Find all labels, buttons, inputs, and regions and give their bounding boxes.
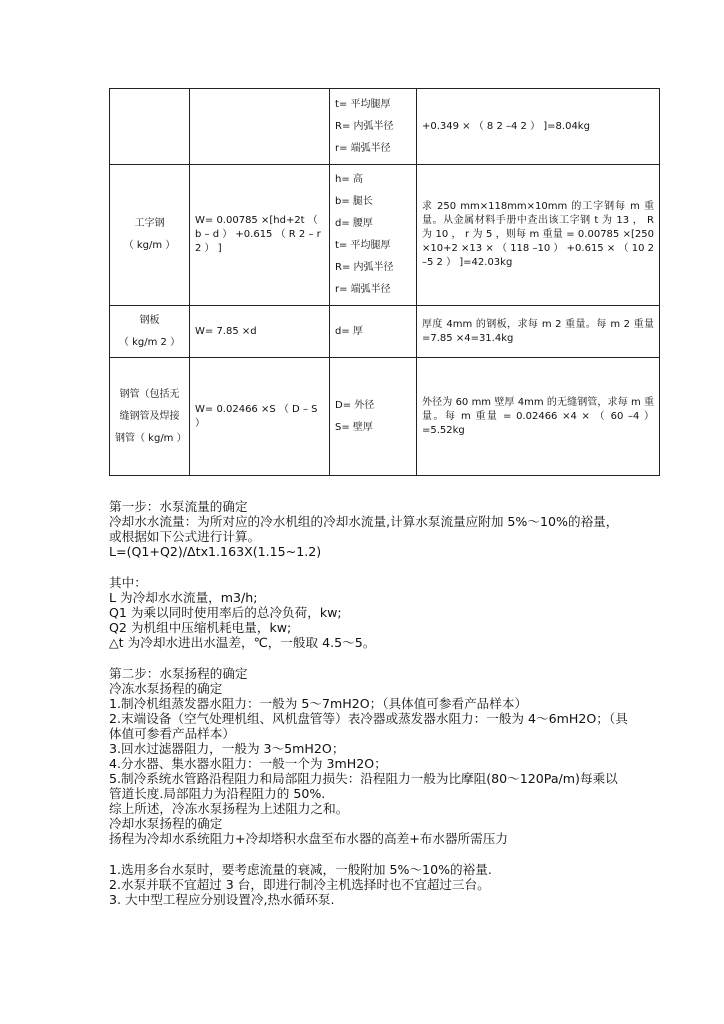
table-cell: d= 厚 (330, 306, 417, 358)
subsection-title: 冷却水泵扬程的确定 (109, 816, 223, 831)
definition: △t 为冷却水进出水温差，℃，一般取 4.5～5。 (109, 635, 376, 650)
paragraph: 扬程为冷却水系统阻力+冷却塔积水盘至布水器的高差+布水器所需压力 (109, 831, 508, 846)
table-row (110, 306, 660, 358)
table-cell: h= 高 b= 腿长 d= 腰厚 t= 平均腿厚 R= 内弧半径 r= 端弧半径 (330, 165, 417, 306)
list-item: 4.分水器、集水器水阻力：一般一个为 3mH2O； (109, 756, 387, 771)
table-cell: 钢管（包括无 缝钢管及焊接 钢管（ kg/m ） (110, 358, 190, 476)
table-cell: W= 0.00785 ×[hd+2t （ b – d ） +0.615 （ R 2 – r 2 ） ] (190, 165, 330, 306)
section-title: 第二步：水泵扬程的确定 (109, 666, 248, 681)
table-cell: 厚度 4mm 的钢板，求每 m 2 重量。每 m 2 重量 =7.85 ×4=31.4kg (417, 306, 660, 358)
table-row (110, 89, 660, 165)
note: 3. 大中型工程应分别设置冷,热水循环泵. (109, 892, 335, 907)
definition: Q2 为机组中压缩机耗电量，kw; (109, 620, 292, 635)
table-cell: 钢板 （ kg/m 2 ） (110, 306, 190, 358)
note: 2.水泵并联不宜超过 3 台，即进行制冷主机选择时也不宜超过三台。 (109, 877, 490, 892)
table-cell: t= 平均腿厚 R= 内弧半径 r= 端弧半径 (330, 89, 417, 165)
paragraph: 冷却水水流量：为所对应的冷水机组的冷却水流量,计算水泵流量应附加 5%～10%的裕量，或根据如下公式进行计算。 (109, 514, 619, 544)
formula: L=(Q1+Q2)/Δtx1.163X(1.15~1.2) (109, 544, 322, 559)
table-cell: W= 0.02466 ×S （ D – S ） (190, 358, 330, 476)
steel-weight-table (109, 88, 660, 476)
table-cell: D= 外径 S= 壁厚 (330, 358, 417, 476)
table-cell (190, 89, 330, 165)
section-title: 第一步：水泵流量的确定 (109, 499, 248, 514)
paragraph: 综上所述，冷冻水泵扬程为上述阻力之和。 (109, 801, 349, 816)
list-item: 3.回水过滤器阻力，一般为 3～5mH2O； (109, 741, 345, 756)
table-cell: +0.349 × （ 8 2 –4 2 ） ]=8.04kg (417, 89, 660, 165)
table-cell (110, 89, 190, 165)
table-row (110, 165, 660, 306)
definition: Q1 为乘以同时使用率后的总冷负荷，kw; (109, 605, 342, 620)
list-item: 5.制冷系统水管路沿程阻力和局部阻力损失：沿程阻力一般为比摩阻(80～120Pa/m)每乘以管道长度.局部阻力为沿程阻力的 50%. (109, 771, 618, 801)
note: 1.选用多台水泵时，要考虑流量的衰减，一般附加 5%～10%的裕量. (109, 862, 492, 877)
table-cell: W= 7.85 ×d (190, 306, 330, 358)
subsection-title: 冷冻水泵扬程的确定 (109, 681, 223, 696)
paragraph: 其中： (109, 575, 147, 590)
document-body (109, 499, 629, 907)
list-item: 1.制冷机组蒸发器水阻力：一般为 5～7mH2O；（具体值可参看产品样本） (109, 696, 528, 711)
table-cell: 工字钢 （ kg/m ） (110, 165, 190, 306)
table-row (110, 358, 660, 476)
table-cell: 求 250 mm×118mm×10mm 的工字钢每 m 重量。从金属材料手册中查出该工字钢 t 为 13 ， R 为 10 ， r 为 5 ，则每 m 重量 = 0.00785 ×[250 ×10+2 ×13 × （ 118 –10 ） +0.615 × （ 10 2 –5 2 ） ]=42.03kg (417, 165, 660, 306)
definition: L 为冷却水水流量，m3/h; (109, 590, 258, 605)
list-item: 2.末端设备（空气处理机组、风机盘管等）表冷器或蒸发器水阻力：一般为 4～6mH2O；（具体值可参看产品样本） (109, 711, 628, 741)
table-cell: 外径为 60 mm 壁厚 4mm 的无缝钢管，求每 m 重量。每 m 重量 = 0.02466 ×4 × （ 60 –4 ） =5.52kg (417, 358, 660, 476)
